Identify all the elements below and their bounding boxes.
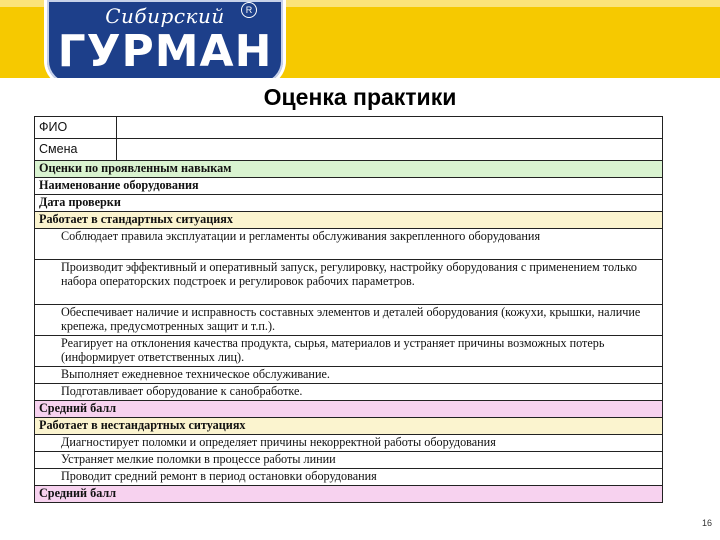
fio-label: ФИО [35, 117, 117, 139]
equipment-name-row: Наименование оборудования [35, 178, 663, 195]
standard-item: Реагирует на отклонения качества продукта, сырья, материалов и устраняет причины возможных потерь (информирует ответственных лиц). [35, 336, 663, 367]
nonstandard-situations-header: Работает в нестандартных ситуациях [35, 418, 663, 435]
fio-row [35, 117, 663, 139]
skills-header-row: Оценки по проявленным навыкам [35, 161, 663, 178]
logo-big-text: ГУРМАН [57, 26, 273, 77]
page-title: Оценка практики [263, 84, 457, 110]
nonstandard-item: Устраняет мелкие поломки в процессе работы линии [35, 452, 663, 469]
standard-item: Соблюдает правила эксплуатации и регламенты обслуживания закрепленного оборудования [35, 229, 663, 260]
average-score-row: Средний балл [35, 401, 663, 418]
standard-item: Выполняет ежедневное техническое обслуживание. [35, 367, 663, 384]
standard-item: Подготавливает оборудование к санобработке. [35, 384, 663, 401]
brand-logo [44, 0, 286, 78]
nonstandard-item: Проводит средний ремонт в период остановки оборудования [35, 469, 663, 486]
nonstandard-item: Диагностирует поломки и определяет причины некорректной работы оборудования [35, 435, 663, 452]
shift-label: Смена [35, 139, 117, 161]
evaluation-table [34, 116, 663, 503]
header-banner [0, 0, 720, 78]
standard-item: Обеспечивает наличие и исправность составных элементов и деталей оборудования (кожухи, крышки, наличие крепежа, предусмотренных защит и т.п.). [35, 305, 663, 336]
shift-row [35, 139, 663, 161]
average-score-row: Средний балл [35, 486, 663, 503]
logo-small-text: Сибирский [105, 4, 225, 28]
standard-item: Производит эффективный и оперативный запуск, регулировку, настройку оборудования с применением только набора операторских подстроек и регулировок рабочих параметров. [35, 260, 663, 305]
registered-mark-icon: R [241, 2, 257, 18]
check-date-row: Дата проверки [35, 195, 663, 212]
standard-situations-header: Работает в стандартных ситуациях [35, 212, 663, 229]
page-number: 16 [701, 518, 712, 528]
fio-field[interactable] [117, 117, 663, 139]
shift-field[interactable] [117, 139, 663, 161]
